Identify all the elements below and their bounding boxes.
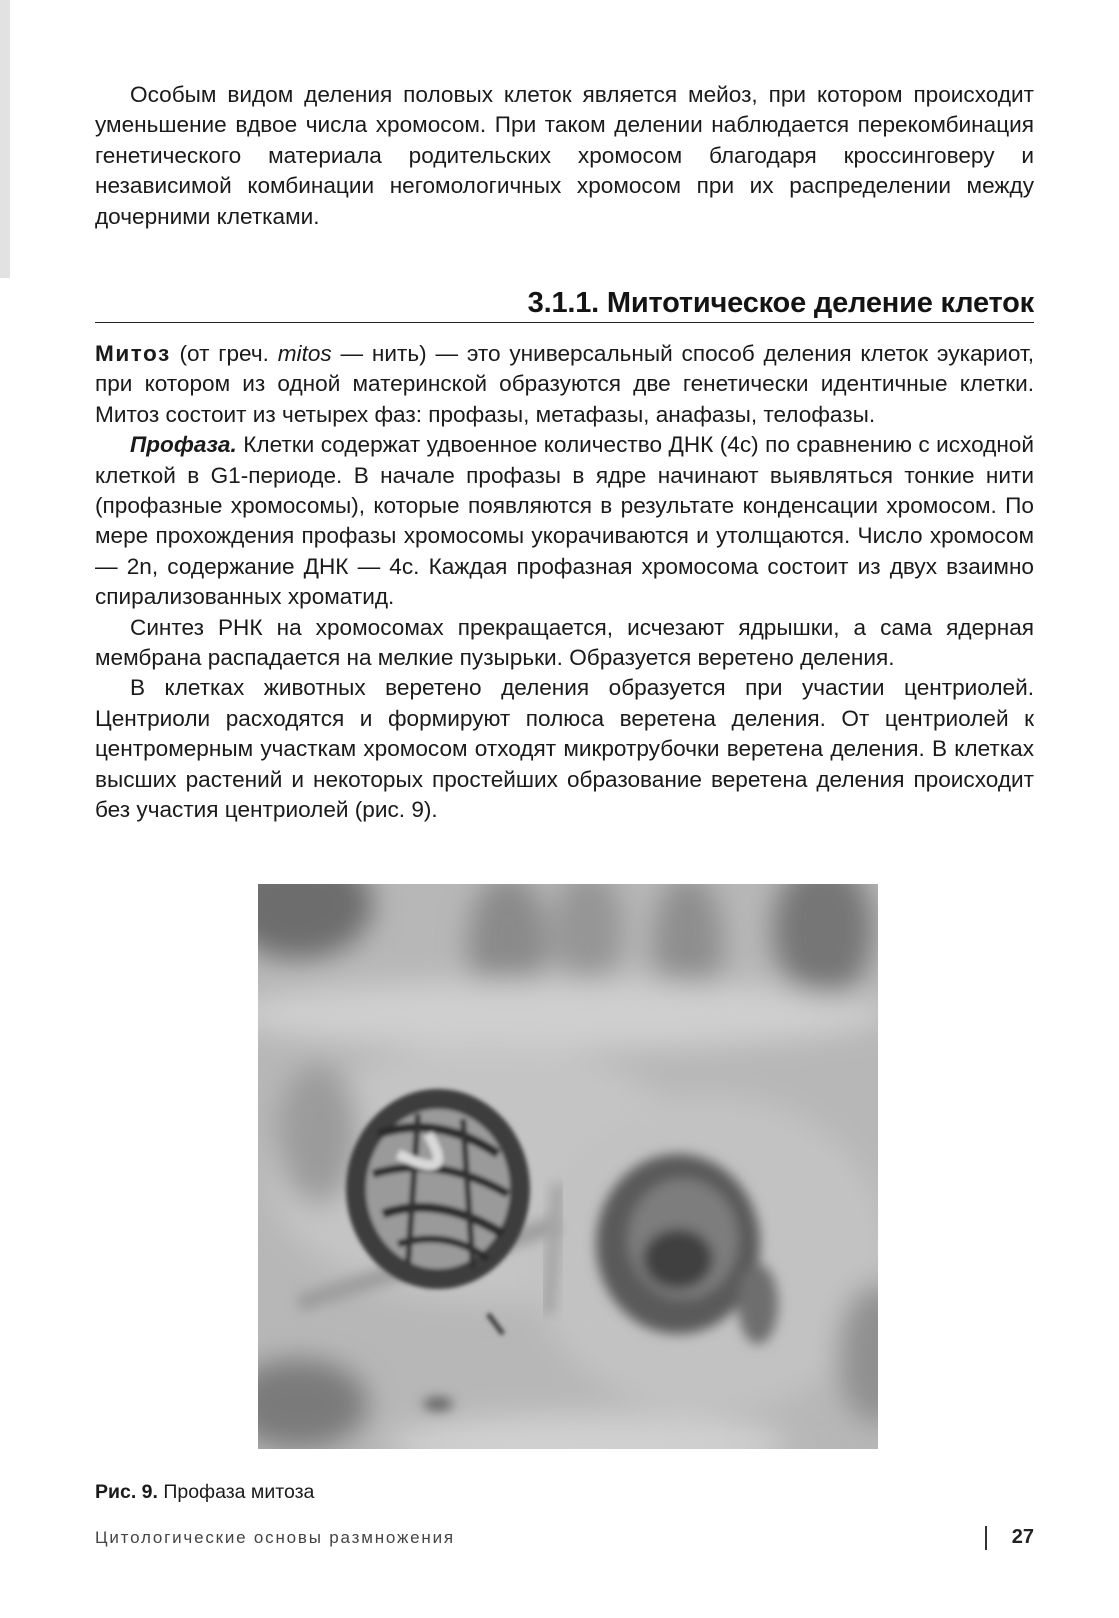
mitosis-definition-paragraph	[95, 339, 1034, 430]
prophase-text: Клетки содержат удвоенное количество ДНК (4с) по сравнению с исходной клеткой в G1-периоде. В начале профазы в ядре начинают выявляться тонкие нити (профазные хромосомы), которые появляются в результате конденсации хромосом. По мере прохождения профазы хромосомы укорачиваются и утолщаются. Число хромосом — 2n, содержание ДНК — 4с. Каждая профазная хромосома состоит из двух взаимно спирализованных хроматид.	[95, 432, 1034, 610]
term-mitosis: Митоз	[95, 341, 171, 366]
prophase-micrograph	[258, 884, 878, 1449]
centrioles-paragraph: В клетках животных веретено деления образуется при участии центриолей. Центриоли расходятся и формируют полюса веретена деления. От центриолей к центромерным участкам хромосом отходят микротрубочки веретена деления. В клетках высших растений и некоторых простейших образование веретена деления происходит без участия центриолей (рис. 9).	[95, 675, 1034, 823]
page-edge-strip	[0, 0, 10, 278]
figure-caption	[95, 1481, 314, 1504]
prophase-paragraph	[95, 430, 1034, 612]
section-heading-rule	[95, 283, 1034, 323]
page-footer	[95, 1526, 1034, 1552]
intro-text: Особым видом деления половых клеток является мейоз, при котором происходит уменьшение вдвое числа хромосом. При таком делении наблюдается перекомбинация генетического материала родительских хромосом благодаря кроссинговеру и независимой комбинации негомологичных хромосом при их распределении между дочерними клетками.	[95, 82, 1034, 229]
rna-synthesis-paragraph: Синтез РНК на хромосомах прекращается, исчезают ядрышки, а сама ядерная мембрана распадается на мелкие пузырьки. Образуется веретено деления.	[95, 614, 1034, 671]
intro-paragraph	[95, 80, 1034, 232]
micrograph-image	[258, 884, 878, 1449]
footer-divider	[985, 1526, 987, 1550]
caption-label: Рис. 9.	[95, 1481, 158, 1503]
term-prophase: Профаза.	[130, 432, 237, 458]
mitosis-definition-text: — нить) — это универсальный способ деления клеток эукариот, при котором из одной материнской образуются две генетически идентичные клетки. Митоз состоит из четырех фаз: профазы, метафазы, анафазы, телофазы.	[95, 341, 1035, 427]
etymology-prefix: (от греч.	[170, 341, 278, 366]
page-number: 27	[1011, 1526, 1034, 1548]
greek-word: mitos	[277, 341, 332, 366]
running-title: Цитологические основы размножения	[95, 1528, 455, 1547]
body-text	[95, 339, 1034, 826]
section-heading: 3.1.1. Митотическое деление клеток	[527, 287, 1034, 319]
caption-text: Профаза митоза	[157, 1481, 315, 1503]
